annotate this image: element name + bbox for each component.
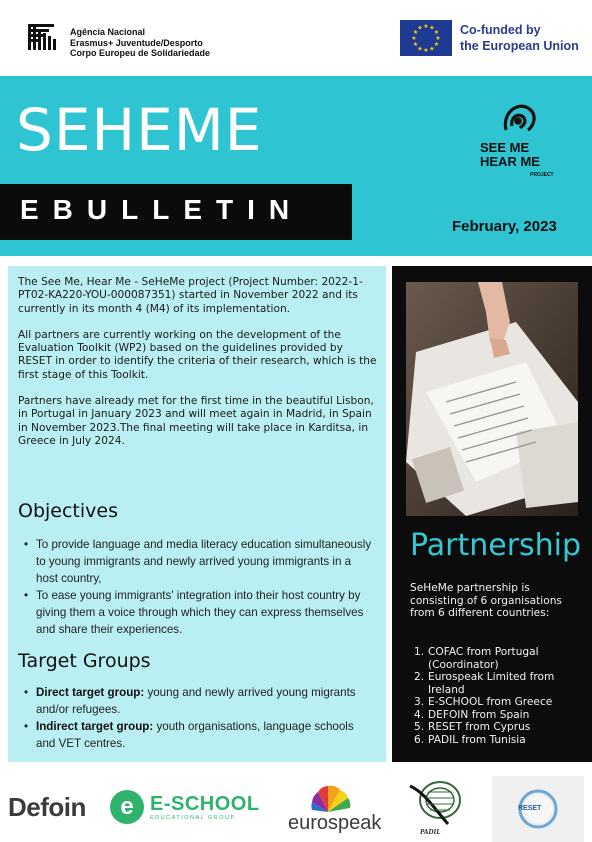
svg-text:★: ★: [423, 47, 429, 54]
objective-item: • To provide language and media literacy education simultaneously to young immigrants and newly arrived young immigrants in a host country,: [24, 536, 376, 587]
eu-flag-icon: [400, 20, 452, 56]
eschool-icon: e: [110, 790, 144, 824]
eurospeak-wordmark: eurospeak: [288, 812, 382, 834]
target-group-text: youth organisations, language schools and VET centres.: [36, 720, 354, 750]
agency-mark-icon: [28, 24, 62, 58]
partner-item: [414, 671, 582, 696]
svg-text:★: ★: [433, 29, 440, 36]
partnership-heading: Partnership: [410, 528, 582, 563]
partner-name: PADIL from Tunisia: [428, 733, 526, 746]
svg-text:★: ★: [429, 45, 435, 53]
target-group-label: Indirect target group:: [36, 720, 154, 733]
seheme-logo: [472, 96, 568, 186]
logo-line-3: PROJECT: [530, 172, 554, 178]
issue-date: February, 2023: [452, 218, 557, 235]
eschool-name: E-SCHOOL: [150, 793, 260, 815]
svg-text:★: ★: [412, 29, 419, 36]
svg-text:★: ★: [429, 24, 435, 32]
page-title: SEHEME: [16, 96, 263, 164]
partners-list: [414, 646, 582, 746]
padil-logo: [404, 778, 468, 838]
svg-text:★: ★: [417, 45, 423, 53]
eurospeak-fan-icon: [288, 782, 384, 812]
title-banner: [0, 76, 592, 256]
target-group-label: Direct target group:: [36, 686, 145, 699]
logo-line-2: HEAR ME: [480, 154, 540, 169]
svg-text:★: ★: [411, 35, 417, 42]
logo-line-1: SEE ME: [480, 140, 530, 155]
svg-text:★: ★: [417, 24, 423, 32]
agency-line-3: Corpo Europeu de Solidariedade: [70, 48, 211, 58]
padil-emblem-icon: [404, 778, 468, 828]
eurospeak-logo: [288, 782, 384, 832]
partner-number: 4.: [414, 708, 425, 721]
eschool-subtitle: EDUCATIONAL GROUP: [150, 815, 236, 821]
partner-item: [414, 721, 582, 734]
intro-paragraph: All partners are currently working on the development of the Evaluation Toolkit (WP2) based on the guidelines provided by RESET in order to identify the criteria of their research, which is the first stage of this Toolkit.: [18, 328, 377, 381]
svg-text:★: ★: [435, 35, 441, 42]
ebulletin-bar: [0, 184, 352, 240]
documents-photo: [406, 282, 578, 516]
defoin-logo: Defoin: [8, 792, 86, 822]
partner-name: RESET from Cyprus: [428, 721, 531, 733]
partner-number: 1.: [414, 646, 425, 658]
agency-logo: [28, 24, 210, 59]
main-content-panel: [8, 266, 386, 762]
partnership-panel: [392, 266, 592, 762]
target-groups-heading: Target Groups: [18, 650, 151, 672]
objectives-heading: Objectives: [18, 500, 118, 522]
partner-name: DEFOIN from Spain: [428, 708, 530, 721]
agency-line-2: Erasmus+ Juventude/Desporto: [70, 37, 203, 48]
partnership-intro: SeHeMe partnership is consisting of 6 organisations from 6 different countries:: [410, 582, 562, 619]
target-group-item: [24, 718, 376, 752]
partner-number: 2.: [414, 671, 425, 683]
partner-item: [414, 696, 582, 709]
eu-line-2: the European Union: [460, 39, 579, 53]
top-header: [0, 0, 592, 76]
ear-icon: [505, 106, 534, 130]
page-subtitle: EBULLETIN: [20, 194, 304, 225]
eschool-logo: [110, 790, 260, 824]
svg-text:★: ★: [423, 23, 429, 30]
intro-paragraph: The See Me, Hear Me - SeHeMe project (Project Number: 2022-1-PT02-KA220-YOU-000087351) started in November 2022 and its currently in its month 4 (M4) of its implementation.: [18, 276, 363, 315]
partner-number: 3.: [414, 696, 425, 708]
target-groups-list: [24, 684, 376, 752]
partner-number: 6.: [414, 733, 425, 746]
intro-text: [18, 276, 380, 461]
objectives-list: [24, 536, 376, 638]
padil-wordmark: PADIL: [420, 828, 441, 836]
partner-name: COFAC from Portugal (Coordinator): [428, 646, 539, 671]
eu-line-1: Co-funded by: [460, 23, 541, 37]
partner-item: [414, 734, 582, 747]
objective-item: • To ease young immigrants' integration into their host country by giving them a voice through which they can express themselves and share their experiences.: [24, 587, 376, 638]
reset-wordmark: RESET: [518, 805, 542, 812]
target-group-item: [24, 684, 376, 718]
agency-line-1: Agência Nacional: [70, 27, 146, 37]
intro-paragraph: Partners have already met for the first time in the beautiful Lisbon, in Portugal in January 2023 and will meet again in Madrid, in Spain in November 2023.The final meeting will take place in Karditsa, in Greece in July 2024.: [18, 395, 374, 447]
target-group-text: young and newly arrived young migrants and/or refugees.: [36, 686, 356, 716]
eu-text: [460, 22, 579, 54]
partner-name: E-SCHOOL from Greece: [428, 696, 553, 708]
svg-text:★: ★: [433, 41, 440, 48]
partner-number: 5.: [414, 721, 425, 733]
eschool-wordmark: [150, 793, 260, 821]
svg-text:★: ★: [412, 41, 419, 48]
partner-item: [414, 709, 582, 722]
partner-name: Eurospeak Limited from Ireland: [428, 671, 555, 696]
partner-logos-footer: [0, 770, 592, 842]
agency-text: [70, 27, 210, 59]
reset-logo: [492, 776, 584, 842]
eu-cofunded-logo: [400, 20, 579, 56]
partner-item: [414, 646, 582, 671]
